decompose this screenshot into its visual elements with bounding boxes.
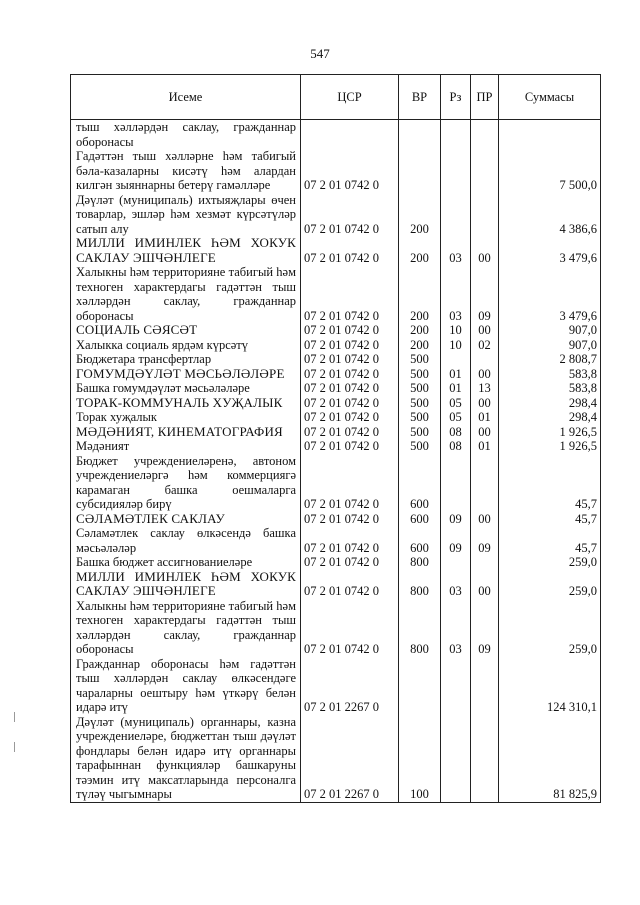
cell-rz: 01 [441,381,471,396]
cell-vr: 500 [399,396,441,411]
table-body [71,120,601,803]
budget-table-wrapper [70,74,600,803]
table-row [71,120,601,150]
cell-name: Дәүләт (муниципаль) ихтыяҗлары өчен товарлар, эшләр һәм хезмәт күрсәтүләр сатып алу [71,193,301,237]
cell-name: Мәдәният [71,439,301,454]
table-row [71,236,601,265]
cell-vr: 600 [399,526,441,555]
table-row [71,265,601,323]
cell-vr: 800 [399,555,441,570]
cell-pr: 02 [471,338,499,353]
cell-rz [441,352,471,367]
cell-name: Гражданнар оборонасы һәм гадәттән тыш хәлләрдән саклау өлкәсендәге чараларны оештыру һәм үткәрү белән идарә итү [71,657,301,715]
cell-sum: 45,7 [499,454,601,512]
cell-rz [441,657,471,715]
table-row [71,352,601,367]
cell-rz: 03 [441,236,471,265]
cell-sum: 583,8 [499,381,601,396]
cell-sum: 259,0 [499,570,601,599]
budget-table [70,74,601,803]
table-header-row [71,75,601,120]
cell-csr: 07 2 01 0742 0 [301,425,399,440]
cell-vr: 600 [399,512,441,527]
cell-vr: 200 [399,236,441,265]
table-row [71,439,601,454]
cell-pr: 00 [471,396,499,411]
cell-name: Халыкны һәм территорияне табигый һәм техноген характердагы гадәттән тыш хәлләрдән саклау, гражданнар оборонасы [71,599,301,657]
cell-name: СӘЛАМӘТЛЕК САКЛАУ [71,512,301,527]
cell-vr: 500 [399,352,441,367]
cell-csr: 07 2 01 0742 0 [301,396,399,411]
table-row [71,381,601,396]
table-row [71,367,601,382]
cell-sum: 45,7 [499,526,601,555]
cell-pr: 00 [471,367,499,382]
cell-pr: 13 [471,381,499,396]
header-pr: ПР [471,75,499,120]
cell-csr: 07 2 01 0742 0 [301,570,399,599]
cell-name: Гадәттән тыш хәлләрне һәм табигый бәла-казаларны кисәтү һәм алардан килгән зыяннарны бетерү гамәлләре [71,149,301,193]
cell-csr: 07 2 01 0742 0 [301,193,399,237]
cell-sum: 259,0 [499,599,601,657]
table-row [71,396,601,411]
table-row [71,193,601,237]
cell-pr [471,555,499,570]
cell-name: Башка гомумдәүләт мәсьәләләре [71,381,301,396]
cell-sum: 81 825,9 [499,715,601,803]
cell-sum: 2 808,7 [499,352,601,367]
cell-csr: 07 2 01 2267 0 [301,657,399,715]
cell-csr: 07 2 01 0742 0 [301,323,399,338]
cell-vr: 800 [399,570,441,599]
cell-sum: 4 386,6 [499,193,601,237]
cell-rz [441,454,471,512]
cell-csr: 07 2 01 0742 0 [301,512,399,527]
cell-rz: 03 [441,599,471,657]
table-row [71,555,601,570]
table-row [71,323,601,338]
cell-pr: 00 [471,323,499,338]
cell-pr: 09 [471,265,499,323]
cell-csr: 07 2 01 0742 0 [301,439,399,454]
cell-name: Бюджет учреждениеләренә, автоном учреждениеләргә һәм коммерциягә карамаган башка оешмаларга субсидияләр бирү [71,454,301,512]
cell-pr: 00 [471,236,499,265]
cell-name: ГОМУМДӘҮЛӘТ МӘСЬӘЛӘЛӘРЕ [71,367,301,382]
cell-sum: 1 926,5 [499,439,601,454]
cell-pr: 01 [471,410,499,425]
cell-rz: 08 [441,425,471,440]
cell-csr: 07 2 01 0742 0 [301,236,399,265]
cell-vr: 200 [399,265,441,323]
header-vr: ВР [399,75,441,120]
cell-csr: 07 2 01 0742 0 [301,149,399,193]
cell-vr [399,657,441,715]
cell-vr: 500 [399,425,441,440]
cell-sum: 1 926,5 [499,425,601,440]
cell-rz: 03 [441,570,471,599]
margin-mark [14,742,15,752]
cell-csr: 07 2 01 0742 0 [301,367,399,382]
cell-rz: 08 [441,439,471,454]
cell-vr: 100 [399,715,441,803]
cell-sum: 298,4 [499,396,601,411]
cell-vr [399,149,441,193]
cell-pr [471,149,499,193]
cell-csr: 07 2 01 0742 0 [301,410,399,425]
cell-csr: 07 2 01 0742 0 [301,555,399,570]
cell-vr: 200 [399,323,441,338]
cell-rz: 10 [441,338,471,353]
cell-sum: 583,8 [499,367,601,382]
cell-name: МИЛЛИ ИМИНЛЕК ҺӘМ ХОКУК САКЛАУ ЭШЧӘНЛЕГЕ [71,236,301,265]
cell-sum: 298,4 [499,410,601,425]
cell-rz [441,715,471,803]
cell-sum: 124 310,1 [499,657,601,715]
cell-name: МИЛЛИ ИМИНЛЕК ҺӘМ ХОКУК САКЛАУ ЭШЧӘНЛЕГЕ [71,570,301,599]
cell-vr: 200 [399,193,441,237]
table-row [71,454,601,512]
cell-pr [471,454,499,512]
cell-vr: 200 [399,338,441,353]
cell-vr: 500 [399,439,441,454]
cell-name: ТОРАК-КОММУНАЛЬ ХУҖАЛЫК [71,396,301,411]
cell-name: Башка бюджет ассигнованиеләре [71,555,301,570]
cell-vr: 500 [399,367,441,382]
table-row [71,149,601,193]
cell-pr [471,120,499,150]
cell-pr: 09 [471,599,499,657]
table-row [71,338,601,353]
cell-rz: 05 [441,396,471,411]
cell-name: Халыкка социаль ярдәм күрсәтү [71,338,301,353]
cell-csr [301,120,399,150]
cell-sum: 907,0 [499,323,601,338]
cell-pr: 00 [471,512,499,527]
cell-csr: 07 2 01 0742 0 [301,265,399,323]
cell-csr: 07 2 01 0742 0 [301,599,399,657]
cell-vr: 600 [399,454,441,512]
table-row [71,599,601,657]
cell-name: Халыкны һәм территорияне табигый һәм техноген характердагы гадәттән тыш хәлләрдән саклау, гражданнар оборонасы [71,265,301,323]
cell-csr: 07 2 01 2267 0 [301,715,399,803]
cell-sum: 259,0 [499,555,601,570]
header-sum: Суммасы [499,75,601,120]
cell-rz: 09 [441,526,471,555]
cell-rz [441,149,471,193]
header-name: Исеме [71,75,301,120]
cell-name: Дәүләт (муниципаль) органнары, казна учреждениеләре, бюджеттан тыш дәүләт фондлары белән идарә итү органнары тарафыннан функцияләр башкаруны тәэмин итү максатларында персоналга түләү чыгымнары [71,715,301,803]
cell-csr: 07 2 01 0742 0 [301,352,399,367]
cell-name: Бюджетара трансфертлар [71,352,301,367]
table-row [71,410,601,425]
table-row [71,512,601,527]
cell-pr: 09 [471,526,499,555]
cell-pr [471,657,499,715]
table-row [71,715,601,803]
table-row [71,570,601,599]
cell-sum: 907,0 [499,338,601,353]
cell-rz [441,193,471,237]
cell-rz: 05 [441,410,471,425]
header-rz: Рз [441,75,471,120]
cell-rz: 10 [441,323,471,338]
cell-rz: 09 [441,512,471,527]
cell-sum: 45,7 [499,512,601,527]
header-csr: ЦСР [301,75,399,120]
table-row [71,526,601,555]
cell-name: МӘДӘНИЯТ, КИНЕМАТОГРАФИЯ [71,425,301,440]
cell-rz: 01 [441,367,471,382]
cell-name: Сәламәтлек саклау өлкәсендә башка мәсьәләләр [71,526,301,555]
cell-rz [441,555,471,570]
cell-name: СОЦИАЛЬ СӘЯСӘТ [71,323,301,338]
cell-pr: 01 [471,439,499,454]
cell-sum [499,120,601,150]
cell-sum: 7 500,0 [499,149,601,193]
cell-vr: 800 [399,599,441,657]
cell-pr: 00 [471,425,499,440]
cell-csr: 07 2 01 0742 0 [301,454,399,512]
cell-vr [399,120,441,150]
margin-mark [14,712,15,722]
cell-rz: 03 [441,265,471,323]
cell-name: Торак хуҗалык [71,410,301,425]
cell-pr: 00 [471,570,499,599]
cell-name: тыш хәлләрдән саклау, гражданнар оборонасы [71,120,301,150]
cell-sum: 3 479,6 [499,236,601,265]
cell-pr [471,715,499,803]
cell-csr: 07 2 01 0742 0 [301,338,399,353]
cell-pr [471,193,499,237]
cell-sum: 3 479,6 [499,265,601,323]
page-number: 547 [310,46,330,61]
table-row [71,657,601,715]
cell-pr [471,352,499,367]
cell-vr: 500 [399,410,441,425]
table-row [71,425,601,440]
cell-csr: 07 2 01 0742 0 [301,381,399,396]
cell-vr: 500 [399,381,441,396]
cell-rz [441,120,471,150]
cell-csr: 07 2 01 0742 0 [301,526,399,555]
